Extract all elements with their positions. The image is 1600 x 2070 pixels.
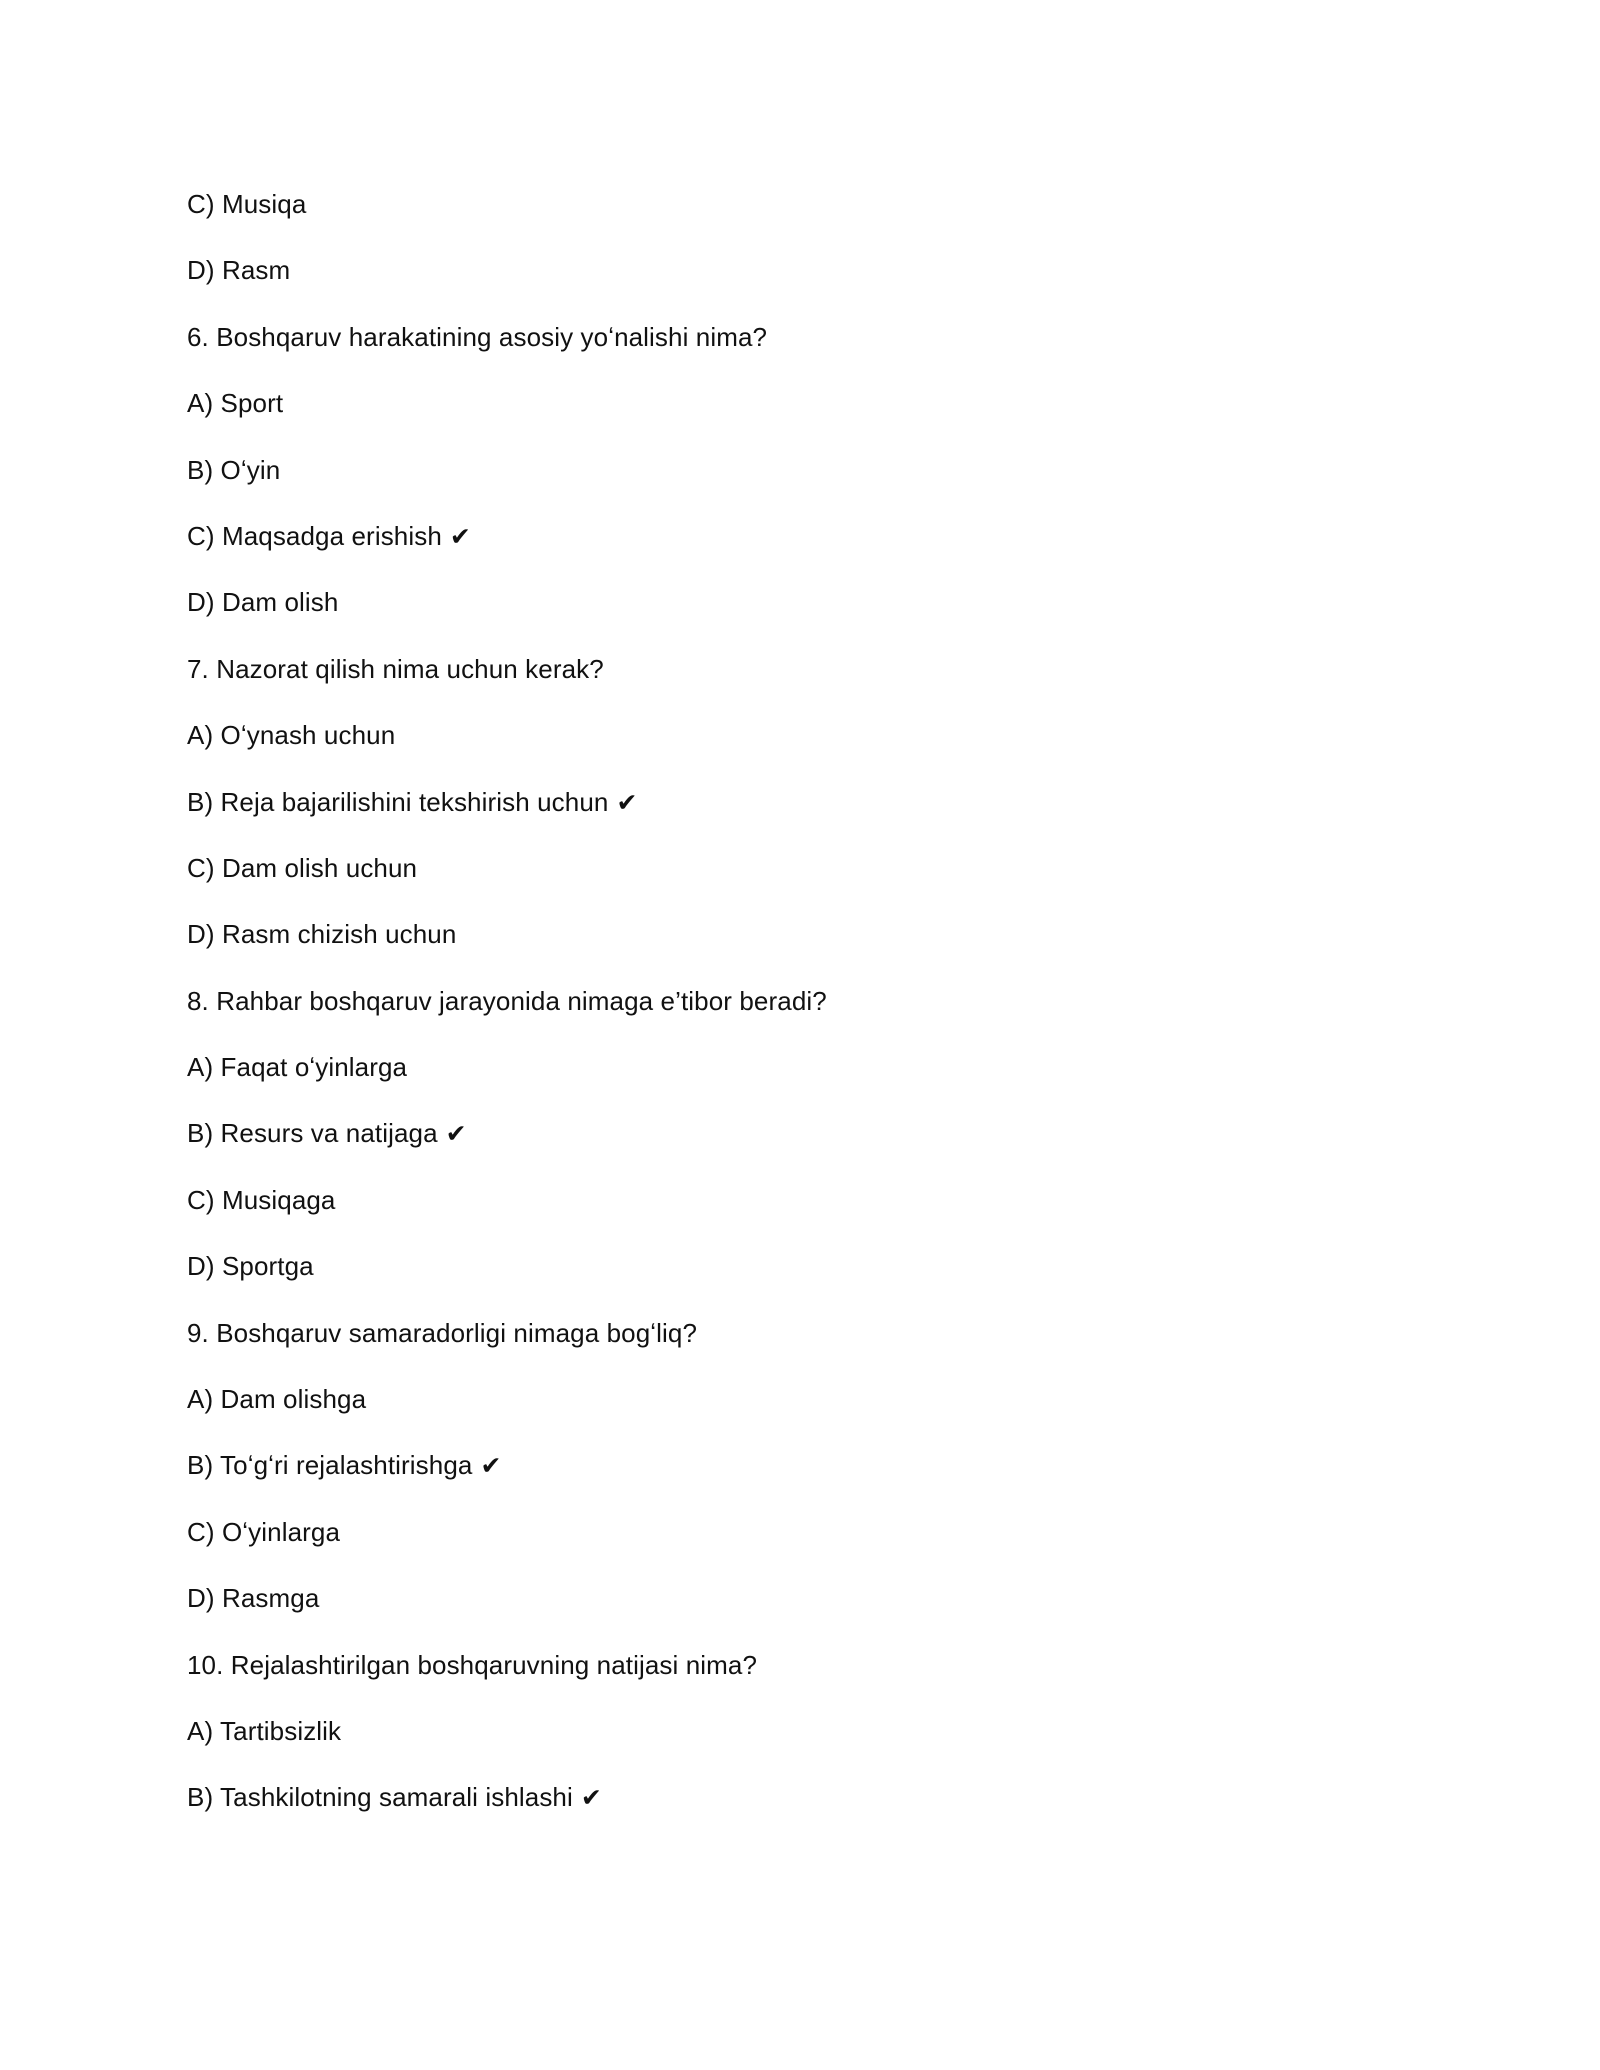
answer-option-line <box>187 186 1387 252</box>
option-text: D) Rasmga <box>187 1583 320 1614</box>
option-text: A) Sport <box>187 388 284 419</box>
option-text: B) Oʻyin <box>187 454 281 485</box>
question-line <box>187 1647 1387 1713</box>
answer-option-line <box>187 1713 1387 1779</box>
option-text: C) Dam olish uchun <box>187 852 418 883</box>
answer-option-line <box>187 252 1387 318</box>
answer-option-line <box>187 1447 1387 1513</box>
answer-option-line <box>187 518 1387 584</box>
option-text: A) Dam olishga <box>187 1384 367 1415</box>
option-text: B) Toʻgʻri rejalashtirishga <box>187 1450 473 1481</box>
checkmark-icon: ✔ <box>445 1119 467 1149</box>
option-text: A) Tartibsizlik <box>187 1715 342 1746</box>
answer-option-line <box>187 584 1387 650</box>
answer-option-line <box>187 784 1387 850</box>
option-text: B) Reja bajarilishini tekshirish uchun <box>187 786 609 817</box>
quiz-text-body <box>187 186 1387 1846</box>
option-text: C) Maqsadga erishish <box>187 520 442 551</box>
checkmark-icon: ✔ <box>580 1783 602 1813</box>
question-text: 6. Boshqaruv harakatining asosiy yoʻnalishi nima? <box>187 321 768 352</box>
answer-option-line <box>187 1248 1387 1314</box>
checkmark-icon: ✔ <box>616 787 638 817</box>
option-text: D) Rasm chizish uchun <box>187 919 457 950</box>
answer-option-line <box>187 1182 1387 1248</box>
answer-option-line <box>187 1580 1387 1646</box>
answer-option-line <box>187 1779 1387 1845</box>
answer-option-line <box>187 1115 1387 1181</box>
question-line <box>187 1315 1387 1381</box>
question-text: 8. Rahbar boshqaruv jarayonida nimaga e’tibor beradi? <box>187 985 827 1016</box>
option-text: D) Dam olish <box>187 587 339 618</box>
option-text: D) Rasm <box>187 255 291 286</box>
answer-option-line <box>187 1514 1387 1580</box>
checkmark-icon: ✔ <box>480 1451 502 1481</box>
question-line <box>187 651 1387 717</box>
option-text: C) Musiqaga <box>187 1184 336 1215</box>
answer-option-line <box>187 385 1387 451</box>
question-line <box>187 983 1387 1049</box>
option-text: B) Resurs va natijaga <box>187 1118 438 1149</box>
question-text: 9. Boshqaruv samaradorligi nimaga bogʻliq? <box>187 1317 698 1348</box>
answer-option-line <box>187 452 1387 518</box>
option-text: A) Oʻynash uchun <box>187 720 396 751</box>
answer-option-line <box>187 1049 1387 1115</box>
option-text: C) Oʻyinlarga <box>187 1516 341 1547</box>
answer-option-line <box>187 850 1387 916</box>
option-text: B) Tashkilotning samarali ishlashi <box>187 1782 573 1813</box>
checkmark-icon: ✔ <box>449 521 471 551</box>
answer-option-line <box>187 916 1387 982</box>
option-text: C) Musiqa <box>187 189 307 219</box>
answer-option-line <box>187 1381 1387 1447</box>
answer-option-line <box>187 717 1387 783</box>
question-text: 10. Rejalashtirilgan boshqaruvning natijasi nima? <box>187 1649 758 1680</box>
question-line <box>187 319 1387 385</box>
question-text: 7. Nazorat qilish nima uchun kerak? <box>187 653 604 684</box>
option-text: D) Sportga <box>187 1251 314 1282</box>
option-text: A) Faqat oʻyinlarga <box>187 1052 408 1083</box>
